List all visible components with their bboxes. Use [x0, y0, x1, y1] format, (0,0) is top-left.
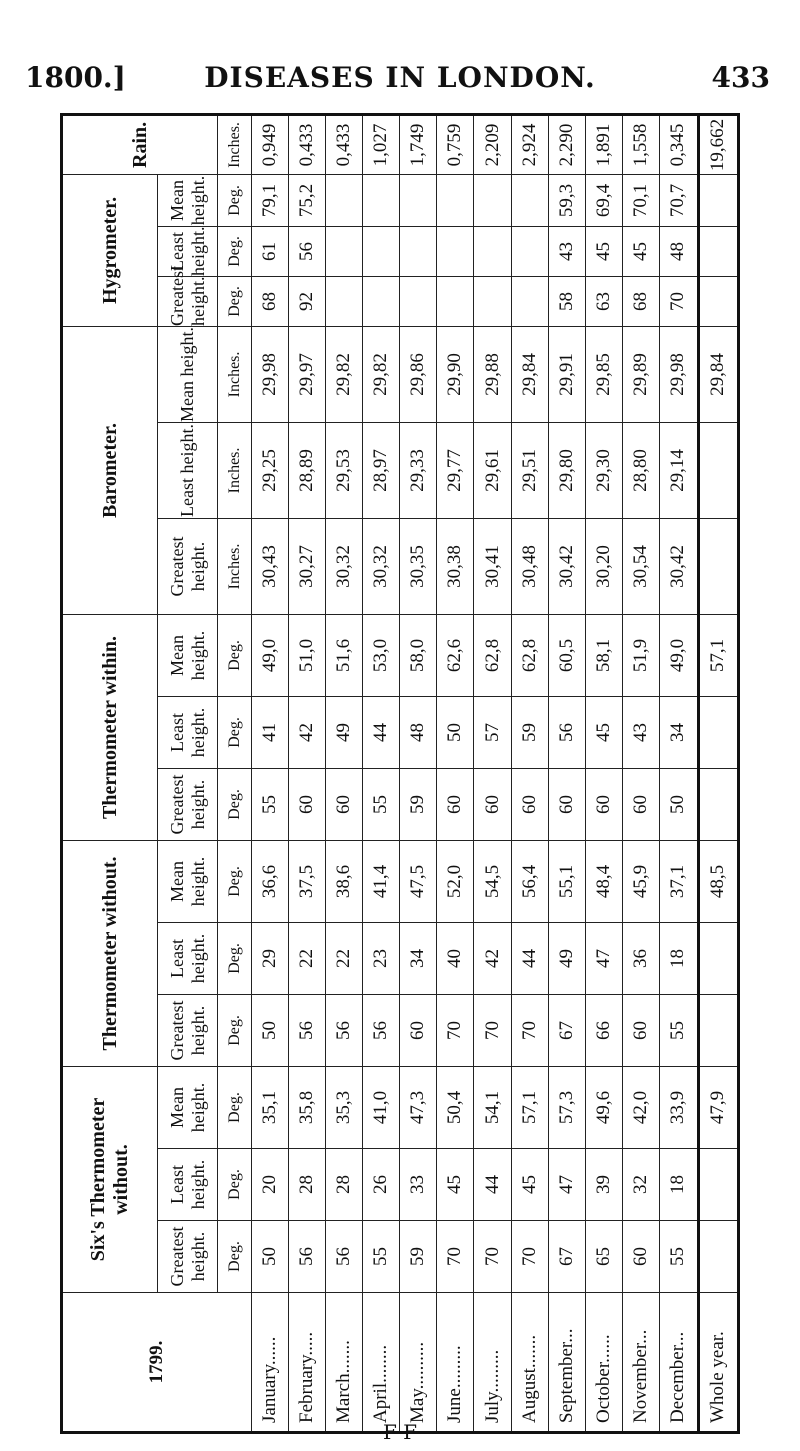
table-cell: 30,42 — [659, 518, 698, 614]
table-cell: 26 — [363, 1149, 400, 1221]
unit-label: Deg. — [218, 696, 252, 768]
table-cell: 56 — [363, 994, 400, 1066]
table-cell: 51,6 — [326, 614, 363, 696]
table-cell: 45,9 — [622, 840, 659, 922]
unit-label: Deg. — [218, 994, 252, 1066]
table-cell: 67 — [548, 1221, 585, 1293]
table-cell: 70 — [511, 1221, 548, 1293]
table-cell: 35,1 — [252, 1066, 289, 1148]
table-cell: 45 — [585, 226, 622, 276]
table-cell: 38,6 — [326, 840, 363, 922]
table-cell: 29,51 — [511, 422, 548, 518]
subhead-least: Least height. — [158, 226, 218, 276]
table-cell: 66 — [585, 994, 622, 1066]
table-cell: 48,5 — [698, 840, 738, 922]
table-cell: 58 — [548, 276, 585, 326]
table-cell: 45 — [585, 696, 622, 768]
table-cell: 29,89 — [622, 326, 659, 422]
subhead-least: Least height. — [158, 696, 218, 768]
table-cell: 44 — [474, 1149, 511, 1221]
table-cell: 70 — [437, 1221, 474, 1293]
unit-label: Deg. — [218, 1221, 252, 1293]
table-cell: 47 — [548, 1149, 585, 1221]
table-cell: 57,3 — [548, 1066, 585, 1148]
table-cell: 49 — [326, 696, 363, 768]
table-cell: 51,0 — [289, 614, 326, 696]
running-head-title: DISEASES IN LONDON. — [204, 61, 596, 94]
table-body — [252, 114, 739, 1432]
table-cell: 42 — [289, 696, 326, 768]
table-cell: 75,2 — [289, 174, 326, 226]
table-row — [474, 114, 511, 1432]
table-cell: 56 — [289, 994, 326, 1066]
unit-label: Deg. — [218, 1066, 252, 1148]
subhead-greatest: Greatest height. — [158, 994, 218, 1066]
table-cell: 70 — [437, 994, 474, 1066]
subhead-mean: Mean height. — [158, 326, 218, 422]
table-cell — [437, 276, 474, 326]
table-cell: 60 — [585, 768, 622, 840]
table-cell: 29,30 — [585, 422, 622, 518]
group-rain: Rain. — [62, 114, 218, 174]
table-cell — [474, 174, 511, 226]
table-cell: 44 — [511, 922, 548, 994]
table-cell: 70 — [474, 994, 511, 1066]
table-row — [548, 114, 585, 1432]
table-cell: 23 — [363, 922, 400, 994]
table-cell: 29,61 — [474, 422, 511, 518]
unit-label: Deg. — [218, 174, 252, 226]
table-cell: 54,5 — [474, 840, 511, 922]
table-row — [659, 114, 698, 1432]
month-label: August....... — [511, 1293, 548, 1433]
table-cell: 68 — [252, 276, 289, 326]
signature-mark: F F — [382, 1420, 418, 1444]
table-cell — [400, 226, 437, 276]
table-cell: 29,97 — [289, 326, 326, 422]
table-cell: 57,1 — [511, 1066, 548, 1148]
table-cell: 29,88 — [474, 326, 511, 422]
table-cell: 42,0 — [622, 1066, 659, 1148]
table-cell: 29,98 — [659, 326, 698, 422]
table-cell: 18 — [659, 1149, 698, 1221]
table-cell: 48 — [659, 226, 698, 276]
table-cell: 33 — [400, 1149, 437, 1221]
table-cell — [363, 174, 400, 226]
table-cell — [698, 994, 738, 1066]
table-cell: 30,54 — [622, 518, 659, 614]
table-cell — [474, 226, 511, 276]
table-cell — [511, 276, 548, 326]
table-cell — [437, 174, 474, 226]
table-cell: 35,8 — [289, 1066, 326, 1148]
table-cell: 29,90 — [437, 326, 474, 422]
table-cell: 30,41 — [474, 518, 511, 614]
month-label: November... — [622, 1293, 659, 1433]
table-cell: 29,86 — [400, 326, 437, 422]
table-row — [400, 114, 437, 1432]
table-cell: 40 — [437, 922, 474, 994]
table-cell: 41 — [252, 696, 289, 768]
unit-label: Deg. — [218, 768, 252, 840]
table-cell — [698, 518, 738, 614]
table-cell: 19,662 — [698, 114, 738, 174]
table-cell: 0,433 — [326, 114, 363, 174]
table-cell: 57,1 — [698, 614, 738, 696]
table-cell — [698, 1221, 738, 1293]
unit-label: Inches. — [218, 114, 252, 174]
table-cell — [698, 422, 738, 518]
table-cell: 50,4 — [437, 1066, 474, 1148]
table-cell: 39 — [585, 1149, 622, 1221]
table-cell: 33,9 — [659, 1066, 698, 1148]
table-row — [363, 114, 400, 1432]
table-cell: 29,84 — [698, 326, 738, 422]
table-cell: 62,8 — [511, 614, 548, 696]
table-cell: 60 — [326, 768, 363, 840]
table-cell: 29,77 — [437, 422, 474, 518]
subhead-least: Least height. — [158, 422, 218, 518]
whole-year-row — [698, 114, 738, 1432]
table-cell: 35,3 — [326, 1066, 363, 1148]
table-cell: 2,209 — [474, 114, 511, 174]
table-cell: 49 — [548, 922, 585, 994]
table-cell: 28,97 — [363, 422, 400, 518]
subhead-mean: Mean height. — [158, 174, 218, 226]
table-cell: 59 — [400, 768, 437, 840]
table-cell: 30,38 — [437, 518, 474, 614]
table-cell — [437, 226, 474, 276]
table-cell: 56 — [289, 1221, 326, 1293]
table-cell: 32 — [622, 1149, 659, 1221]
table-cell: 1,558 — [622, 114, 659, 174]
table-cell — [698, 768, 738, 840]
table-cell: 34 — [659, 696, 698, 768]
subhead-greatest: Greatest height. — [158, 768, 218, 840]
table-cell — [326, 226, 363, 276]
table-cell: 29 — [252, 922, 289, 994]
table-row — [511, 114, 548, 1432]
month-label: April........ — [363, 1293, 400, 1433]
month-label: February..... — [289, 1293, 326, 1433]
subhead-greatest: Greatest height. — [158, 1221, 218, 1293]
table-cell — [474, 276, 511, 326]
table-cell: 29,25 — [252, 422, 289, 518]
table-cell: 49,6 — [585, 1066, 622, 1148]
table-cell: 56 — [326, 994, 363, 1066]
table-cell: 42 — [474, 922, 511, 994]
table-cell: 55 — [363, 768, 400, 840]
table-cell: 52,0 — [437, 840, 474, 922]
table-cell: 62,6 — [437, 614, 474, 696]
table-cell: 29,84 — [511, 326, 548, 422]
table-cell — [698, 922, 738, 994]
table-cell: 61 — [252, 226, 289, 276]
table-cell — [511, 226, 548, 276]
table-cell: 70,1 — [622, 174, 659, 226]
table-cell: 59 — [400, 1221, 437, 1293]
table-row — [252, 114, 289, 1432]
table-cell: 47,3 — [400, 1066, 437, 1148]
table-row — [622, 114, 659, 1432]
table-cell: 29,14 — [659, 422, 698, 518]
year-header: 1799. — [62, 1293, 252, 1433]
table-cell — [511, 174, 548, 226]
table-cell: 43 — [548, 226, 585, 276]
table-cell: 60 — [474, 768, 511, 840]
page-header — [0, 0, 800, 110]
table-cell: 0,759 — [437, 114, 474, 174]
table-cell — [400, 174, 437, 226]
weather-table — [60, 113, 740, 1434]
table-cell: 60 — [622, 1221, 659, 1293]
weather-table-rotated — [60, 118, 740, 1434]
group-hygrometer: Hygrometer. — [62, 174, 158, 326]
table-cell — [326, 174, 363, 226]
table-cell: 50 — [437, 696, 474, 768]
subhead-greatest: Greatest height. — [158, 518, 218, 614]
table-cell: 30,42 — [548, 518, 585, 614]
unit-label: Deg. — [218, 922, 252, 994]
table-cell: 49,0 — [252, 614, 289, 696]
month-label: May.......... — [400, 1293, 437, 1433]
table-cell: 41,4 — [363, 840, 400, 922]
table-row — [437, 114, 474, 1432]
unit-label: Inches. — [218, 422, 252, 518]
table-cell: 60 — [400, 994, 437, 1066]
table-cell: 51,9 — [622, 614, 659, 696]
table-cell: 60 — [289, 768, 326, 840]
table-cell: 59,3 — [548, 174, 585, 226]
table-cell: 69,4 — [585, 174, 622, 226]
table-cell — [326, 276, 363, 326]
table-cell: 56,4 — [511, 840, 548, 922]
month-label: September... — [548, 1293, 585, 1433]
table-cell: 30,32 — [363, 518, 400, 614]
table-cell: 0,949 — [252, 114, 289, 174]
page-number: 433 — [711, 61, 770, 94]
table-cell: 28,80 — [622, 422, 659, 518]
unit-label: Inches. — [218, 518, 252, 614]
table-cell: 28 — [289, 1149, 326, 1221]
table-cell: 28 — [326, 1149, 363, 1221]
unit-label: Deg. — [218, 226, 252, 276]
table-cell: 30,27 — [289, 518, 326, 614]
table-cell: 70 — [659, 276, 698, 326]
table-row — [585, 114, 622, 1432]
table-cell: 29,91 — [548, 326, 585, 422]
table-cell: 30,32 — [326, 518, 363, 614]
table-cell: 20 — [252, 1149, 289, 1221]
table-cell: 29,98 — [252, 326, 289, 422]
table-cell: 2,290 — [548, 114, 585, 174]
table-cell: 1,891 — [585, 114, 622, 174]
table-cell: 1,749 — [400, 114, 437, 174]
table-cell: 62,8 — [474, 614, 511, 696]
table-cell: 55 — [659, 994, 698, 1066]
table-cell: 30,35 — [400, 518, 437, 614]
table-cell: 70,7 — [659, 174, 698, 226]
table-cell: 41,0 — [363, 1066, 400, 1148]
table-cell: 58,1 — [585, 614, 622, 696]
running-head-year: 1800.] — [25, 61, 126, 94]
month-label: March....... — [326, 1293, 363, 1433]
table-cell: 0,433 — [289, 114, 326, 174]
table-cell: 45 — [511, 1149, 548, 1221]
table-cell — [698, 696, 738, 768]
subhead-greatest: Greatest height. — [158, 276, 218, 326]
table-row — [326, 114, 363, 1432]
table-cell: 56 — [326, 1221, 363, 1293]
table-cell: 37,1 — [659, 840, 698, 922]
unit-label: Deg. — [218, 614, 252, 696]
table-cell: 55,1 — [548, 840, 585, 922]
table-cell: 60 — [622, 768, 659, 840]
table-cell: 0,345 — [659, 114, 698, 174]
table-cell: 60 — [622, 994, 659, 1066]
table-cell: 36 — [622, 922, 659, 994]
table-cell: 70 — [474, 1221, 511, 1293]
subhead-mean: Mean height. — [158, 840, 218, 922]
table-cell: 18 — [659, 922, 698, 994]
subhead-least: Least height. — [158, 922, 218, 994]
subhead-least: Least height. — [158, 1149, 218, 1221]
group-six-thermometer: Six's Thermometer without. — [62, 1066, 158, 1292]
table-cell: 29,80 — [548, 422, 585, 518]
month-label: July......... — [474, 1293, 511, 1433]
table-cell: 49,0 — [659, 614, 698, 696]
table-cell — [698, 226, 738, 276]
table-cell: 47,5 — [400, 840, 437, 922]
subhead-row — [158, 114, 218, 1432]
table-cell: 79,1 — [252, 174, 289, 226]
table-cell: 22 — [289, 922, 326, 994]
table-cell: 1,027 — [363, 114, 400, 174]
table-cell: 60,5 — [548, 614, 585, 696]
table-cell: 68 — [622, 276, 659, 326]
table-cell: 47,9 — [698, 1066, 738, 1148]
table-cell: 67 — [548, 994, 585, 1066]
group-thermometer-within: Thermometer within. — [62, 614, 158, 840]
table-cell: 54,1 — [474, 1066, 511, 1148]
table-cell — [363, 276, 400, 326]
table-cell: 50 — [252, 994, 289, 1066]
table-cell: 48,4 — [585, 840, 622, 922]
table-cell: 28,89 — [289, 422, 326, 518]
unit-row — [218, 114, 252, 1432]
table-cell: 55 — [363, 1221, 400, 1293]
table-cell: 92 — [289, 276, 326, 326]
table-cell: 70 — [511, 994, 548, 1066]
table-cell: 56 — [548, 696, 585, 768]
subhead-mean: Mean height. — [158, 1066, 218, 1148]
table-cell: 22 — [326, 922, 363, 994]
table-cell: 60 — [511, 768, 548, 840]
table-cell: 29,85 — [585, 326, 622, 422]
month-label: December... — [659, 1293, 698, 1433]
table-cell: 29,82 — [326, 326, 363, 422]
subhead-mean: Mean height. — [158, 614, 218, 696]
table-cell: 50 — [252, 1221, 289, 1293]
table-cell: 29,33 — [400, 422, 437, 518]
table-cell: 37,5 — [289, 840, 326, 922]
table-cell: 53,0 — [363, 614, 400, 696]
table-cell: 36,6 — [252, 840, 289, 922]
table-cell: 58,0 — [400, 614, 437, 696]
table-cell: 57 — [474, 696, 511, 768]
group-thermometer-without: Thermometer without. — [62, 840, 158, 1066]
table-cell: 30,48 — [511, 518, 548, 614]
table-cell: 59 — [511, 696, 548, 768]
table-cell: 63 — [585, 276, 622, 326]
table-cell: 47 — [585, 922, 622, 994]
table-cell — [698, 174, 738, 226]
table-cell: 30,20 — [585, 518, 622, 614]
table-row — [289, 114, 326, 1432]
table-cell: 60 — [437, 768, 474, 840]
table-cell: 56 — [289, 226, 326, 276]
table-cell: 48 — [400, 696, 437, 768]
table-cell: 2,924 — [511, 114, 548, 174]
unit-label: Deg. — [218, 840, 252, 922]
table-cell: 45 — [437, 1149, 474, 1221]
table-cell: 50 — [659, 768, 698, 840]
table-cell: 65 — [585, 1221, 622, 1293]
table-cell: 55 — [659, 1221, 698, 1293]
month-label: January...... — [252, 1293, 289, 1433]
table-cell: 29,82 — [363, 326, 400, 422]
unit-label: Deg. — [218, 276, 252, 326]
group-barometer: Barometer. — [62, 326, 158, 614]
table-cell — [400, 276, 437, 326]
whole-year-label: Whole year. — [698, 1293, 738, 1433]
table-cell: 44 — [363, 696, 400, 768]
month-label: June......... — [437, 1293, 474, 1433]
table-cell: 45 — [622, 226, 659, 276]
table-cell: 29,53 — [326, 422, 363, 518]
table-cell: 43 — [622, 696, 659, 768]
table-cell: 60 — [548, 768, 585, 840]
table-cell — [698, 1149, 738, 1221]
table-cell — [363, 226, 400, 276]
table-cell: 30,43 — [252, 518, 289, 614]
unit-label: Inches. — [218, 326, 252, 422]
month-label: October...... — [585, 1293, 622, 1433]
unit-label: Deg. — [218, 1149, 252, 1221]
table-cell: 55 — [252, 768, 289, 840]
table-cell — [698, 276, 738, 326]
table-cell: 34 — [400, 922, 437, 994]
